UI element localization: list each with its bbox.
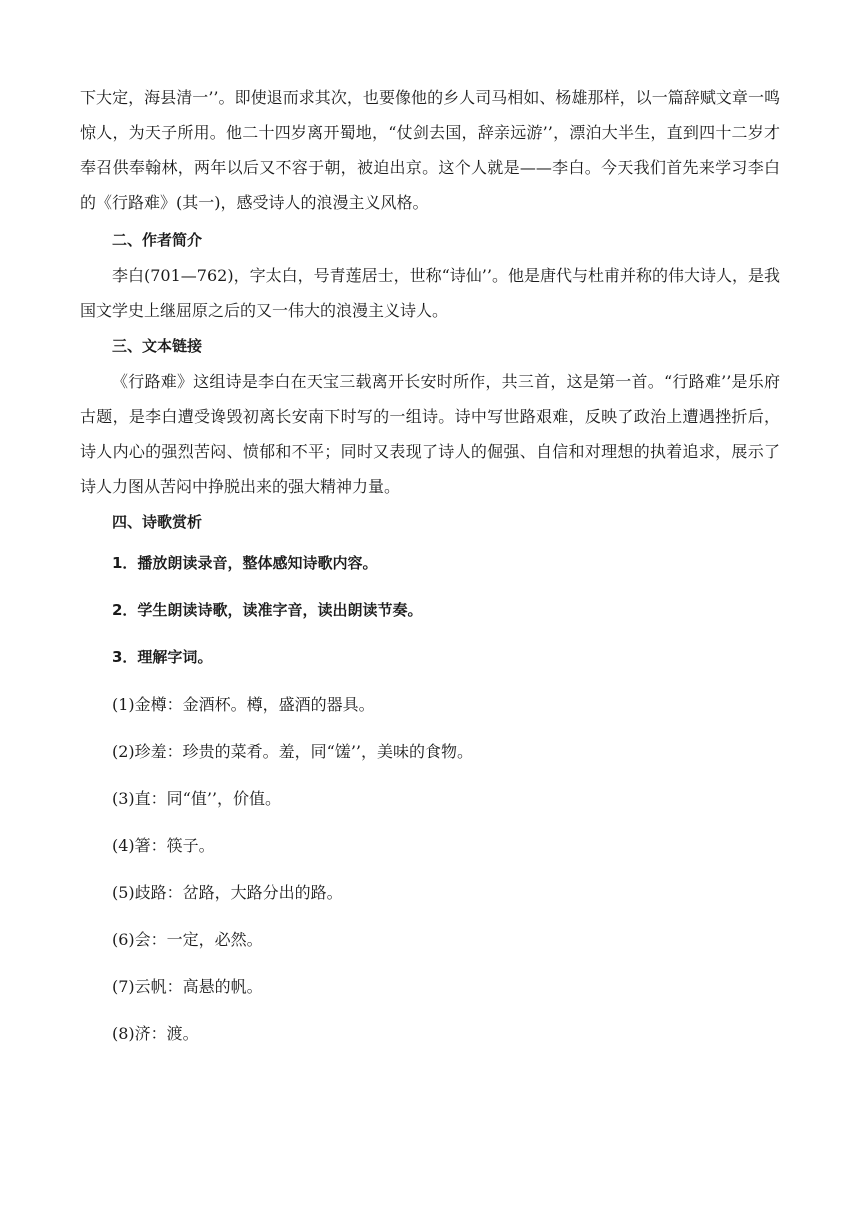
intro-paragraph: 下大定，海县清一’’。即使退而求其次，也要像他的乡人司马相如、杨雄那样，以一篇辞赋文章一鸣惊人，为天子所用。他二十四岁离开蜀地，“仗剑去国，辞亲远游’’，漂泊大半生，直到四十二岁才奉召供奉翰林，两年以后又不容于朝，被迫出京。这个人就是——李白。今天我们首先来学习李白的《行路难》(其一)，感受诗人的浪漫主义风格。 bbox=[80, 88, 780, 212]
section-heading-context: 三、文本链接 bbox=[112, 337, 203, 355]
vocab-item: (5)歧路：岔路，大路分出的路。 bbox=[112, 883, 343, 902]
vocab-item: (4)箸：筷子。 bbox=[112, 836, 215, 855]
step-item: 2．学生朗读诗歌，读准字音，读出朗读节奏。 bbox=[112, 601, 423, 619]
vocab-item: (6)会：一定，必然。 bbox=[112, 930, 263, 949]
vocab-item: (7)云帆：高悬的帆。 bbox=[112, 977, 263, 996]
vocab-item: (1)金樽：金酒杯。樽，盛酒的器具。 bbox=[112, 695, 375, 714]
step-item: 3．理解字词。 bbox=[112, 648, 213, 666]
author-paragraph: 李白(701—762)，字太白，号青莲居士，世称“诗仙’’。他是唐代与杜甫并称的伟大诗人，是我国文学史上继屈原之后的又一伟大的浪漫主义诗人。 bbox=[80, 266, 780, 320]
section-heading-appreciation: 四、诗歌赏析 bbox=[112, 513, 203, 531]
vocab-item: (3)直：同“值’’，价值。 bbox=[112, 789, 282, 808]
section-heading-author: 二、作者简介 bbox=[112, 231, 203, 249]
vocab-item: (2)珍羞：珍贵的菜肴。羞，同“馐’’，美味的食物。 bbox=[112, 742, 474, 761]
step-item: 1．播放朗读录音，整体感知诗歌内容。 bbox=[112, 554, 378, 572]
vocab-item: (8)济：渡。 bbox=[112, 1024, 199, 1043]
context-paragraph: 《行路难》这组诗是李白在天宝三载离开长安时所作，共三首，这是第一首。“行路难’’是乐府古题，是李白遭受谗毁初离长安南下时写的一组诗。诗中写世路艰难，反映了政治上遭遇挫折后，诗人内心的强烈苦闷、愤郁和不平；同时又表现了诗人的倔强、自信和对理想的执着追求，展示了诗人力图从苦闷中挣脱出来的强大精神力量。 bbox=[80, 372, 780, 496]
document-body bbox=[80, 80, 780, 1057]
